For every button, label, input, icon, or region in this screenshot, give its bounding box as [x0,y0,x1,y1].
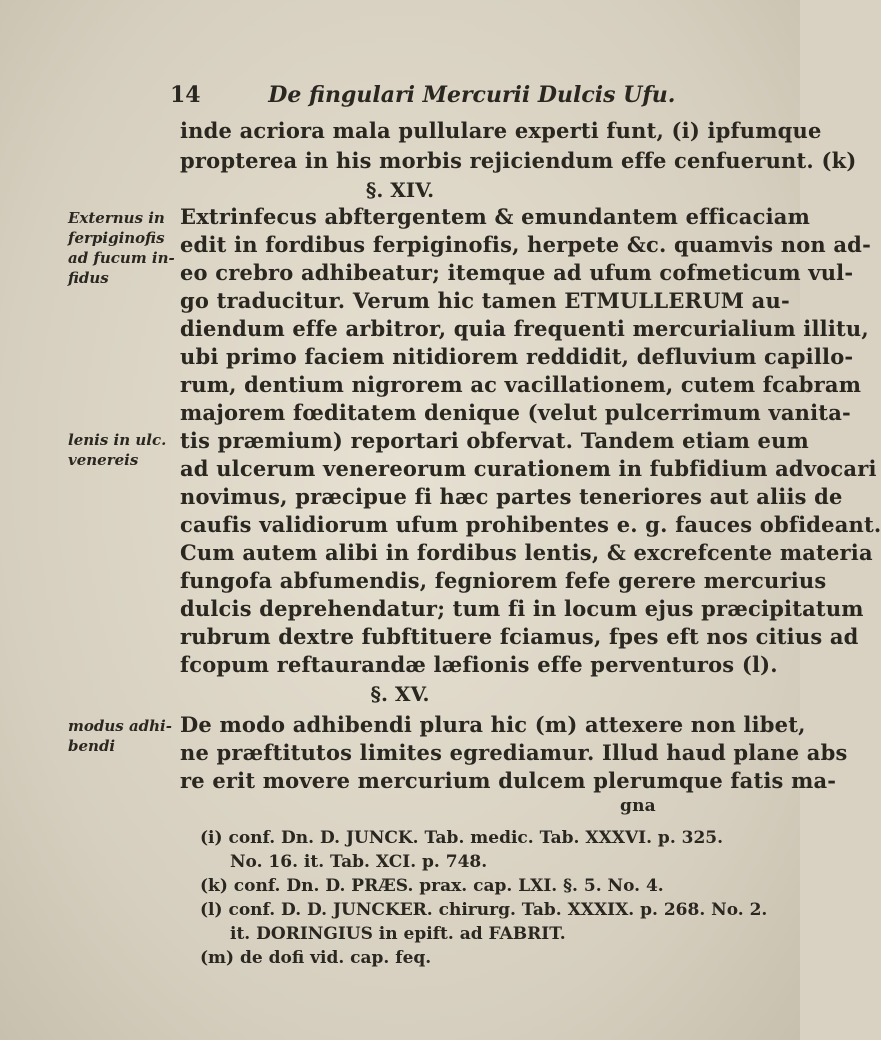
footnote: (k) conf. Dn. D. PRÆS. prax. cap. LXI. §. 5. No. 4. [200,876,664,896]
text-line: rubrum dextre fubftituere fciamus, fpes eft nos citius ad [180,624,859,649]
text-line: ne præftitutos limites egrediamur. Illud haud plane abs [180,740,848,765]
page-number: 14 [170,82,201,108]
text-line: novimus, præcipue fi hæc partes teneriores aut aliis de [180,484,843,509]
margin-note: modus adhi- bendi [68,717,172,755]
text-line: ad ulcerum venereorum curationem in fubfidium advocari [180,456,877,481]
text-line: re erit movere mercurium dulcem plerumque fatis ma- [180,768,837,793]
text-line: dulcis deprehendatur; tum fi in locum ejus præcipitatum [180,596,864,621]
text-line: go traducitur. Verum hic tamen ETMULLERUM au- [180,288,790,313]
text-line: fcopum reftaurandæ læfionis effe perventuros (l). [180,652,778,677]
footnote: (l) conf. D. D. JUNCKER. chirurg. Tab. XXXIX. p. 268. No. 2. [200,900,768,920]
running-header [170,82,690,108]
text-line: majorem fœditatem denique (velut pulcerrimum vanita- [180,400,851,425]
footnote: it. DORINGIUS in epift. ad FABRIT. [230,924,566,944]
text-line: propterea in his morbis rejiciendum effe cenfuerunt. (k) [180,148,857,173]
text-line: fungofa abfumendis, fegniorem fefe gerere mercurius [180,568,827,593]
text-line: caufis validiorum ufum prohibentes e. g. fauces obfideant. [180,512,881,537]
catchword: gna [620,796,656,816]
text-line: diendum effe arbitror, quia frequenti mercurialium illitu, [180,316,869,341]
section-heading: §. XV. [370,682,430,706]
footnote: (m) de dofi vid. cap. feq. [200,948,432,968]
text-line: tis præmium) reportari obfervat. Tandem etiam eum [180,428,809,453]
text-line: De modo adhibendi plura hic (m) attexere non libet, [180,712,806,737]
text-line: Extrinfecus abftergentem & emundantem efficaciam [180,204,811,229]
footnote: (i) conf. Dn. D. JUNCK. Tab. medic. Tab. XXXVI. p. 325. [200,828,724,848]
text-line: edit in fordibus ferpiginofis, herpete &c. quamvis non ad- [180,232,871,257]
text-line: rum, dentium nigrorem ac vacillationem, cutem fcabram [180,372,862,397]
footnote: No. 16. it. Tab. XCI. p. 748. [230,852,488,872]
text-line: inde acriora mala pullulare experti funt, (i) ipfumque [180,118,822,143]
text-line: eo crebro adhibeatur; itemque ad ufum cofmeticum vul- [180,260,854,285]
section-heading: §. XIV. [365,178,435,202]
running-title: De fingulari Mercurii Dulcis Ufu. [268,82,676,108]
margin-note: Externus in ferpiginofis ad fucum in- fidus [68,209,175,287]
text-line: ubi primo faciem nitidiorem reddidit, defluvium capillo- [180,344,854,369]
margin-note: lenis in ulc. venereis [68,431,167,469]
text-line: Cum autem alibi in fordibus lentis, & excrefcente materia [180,540,873,565]
